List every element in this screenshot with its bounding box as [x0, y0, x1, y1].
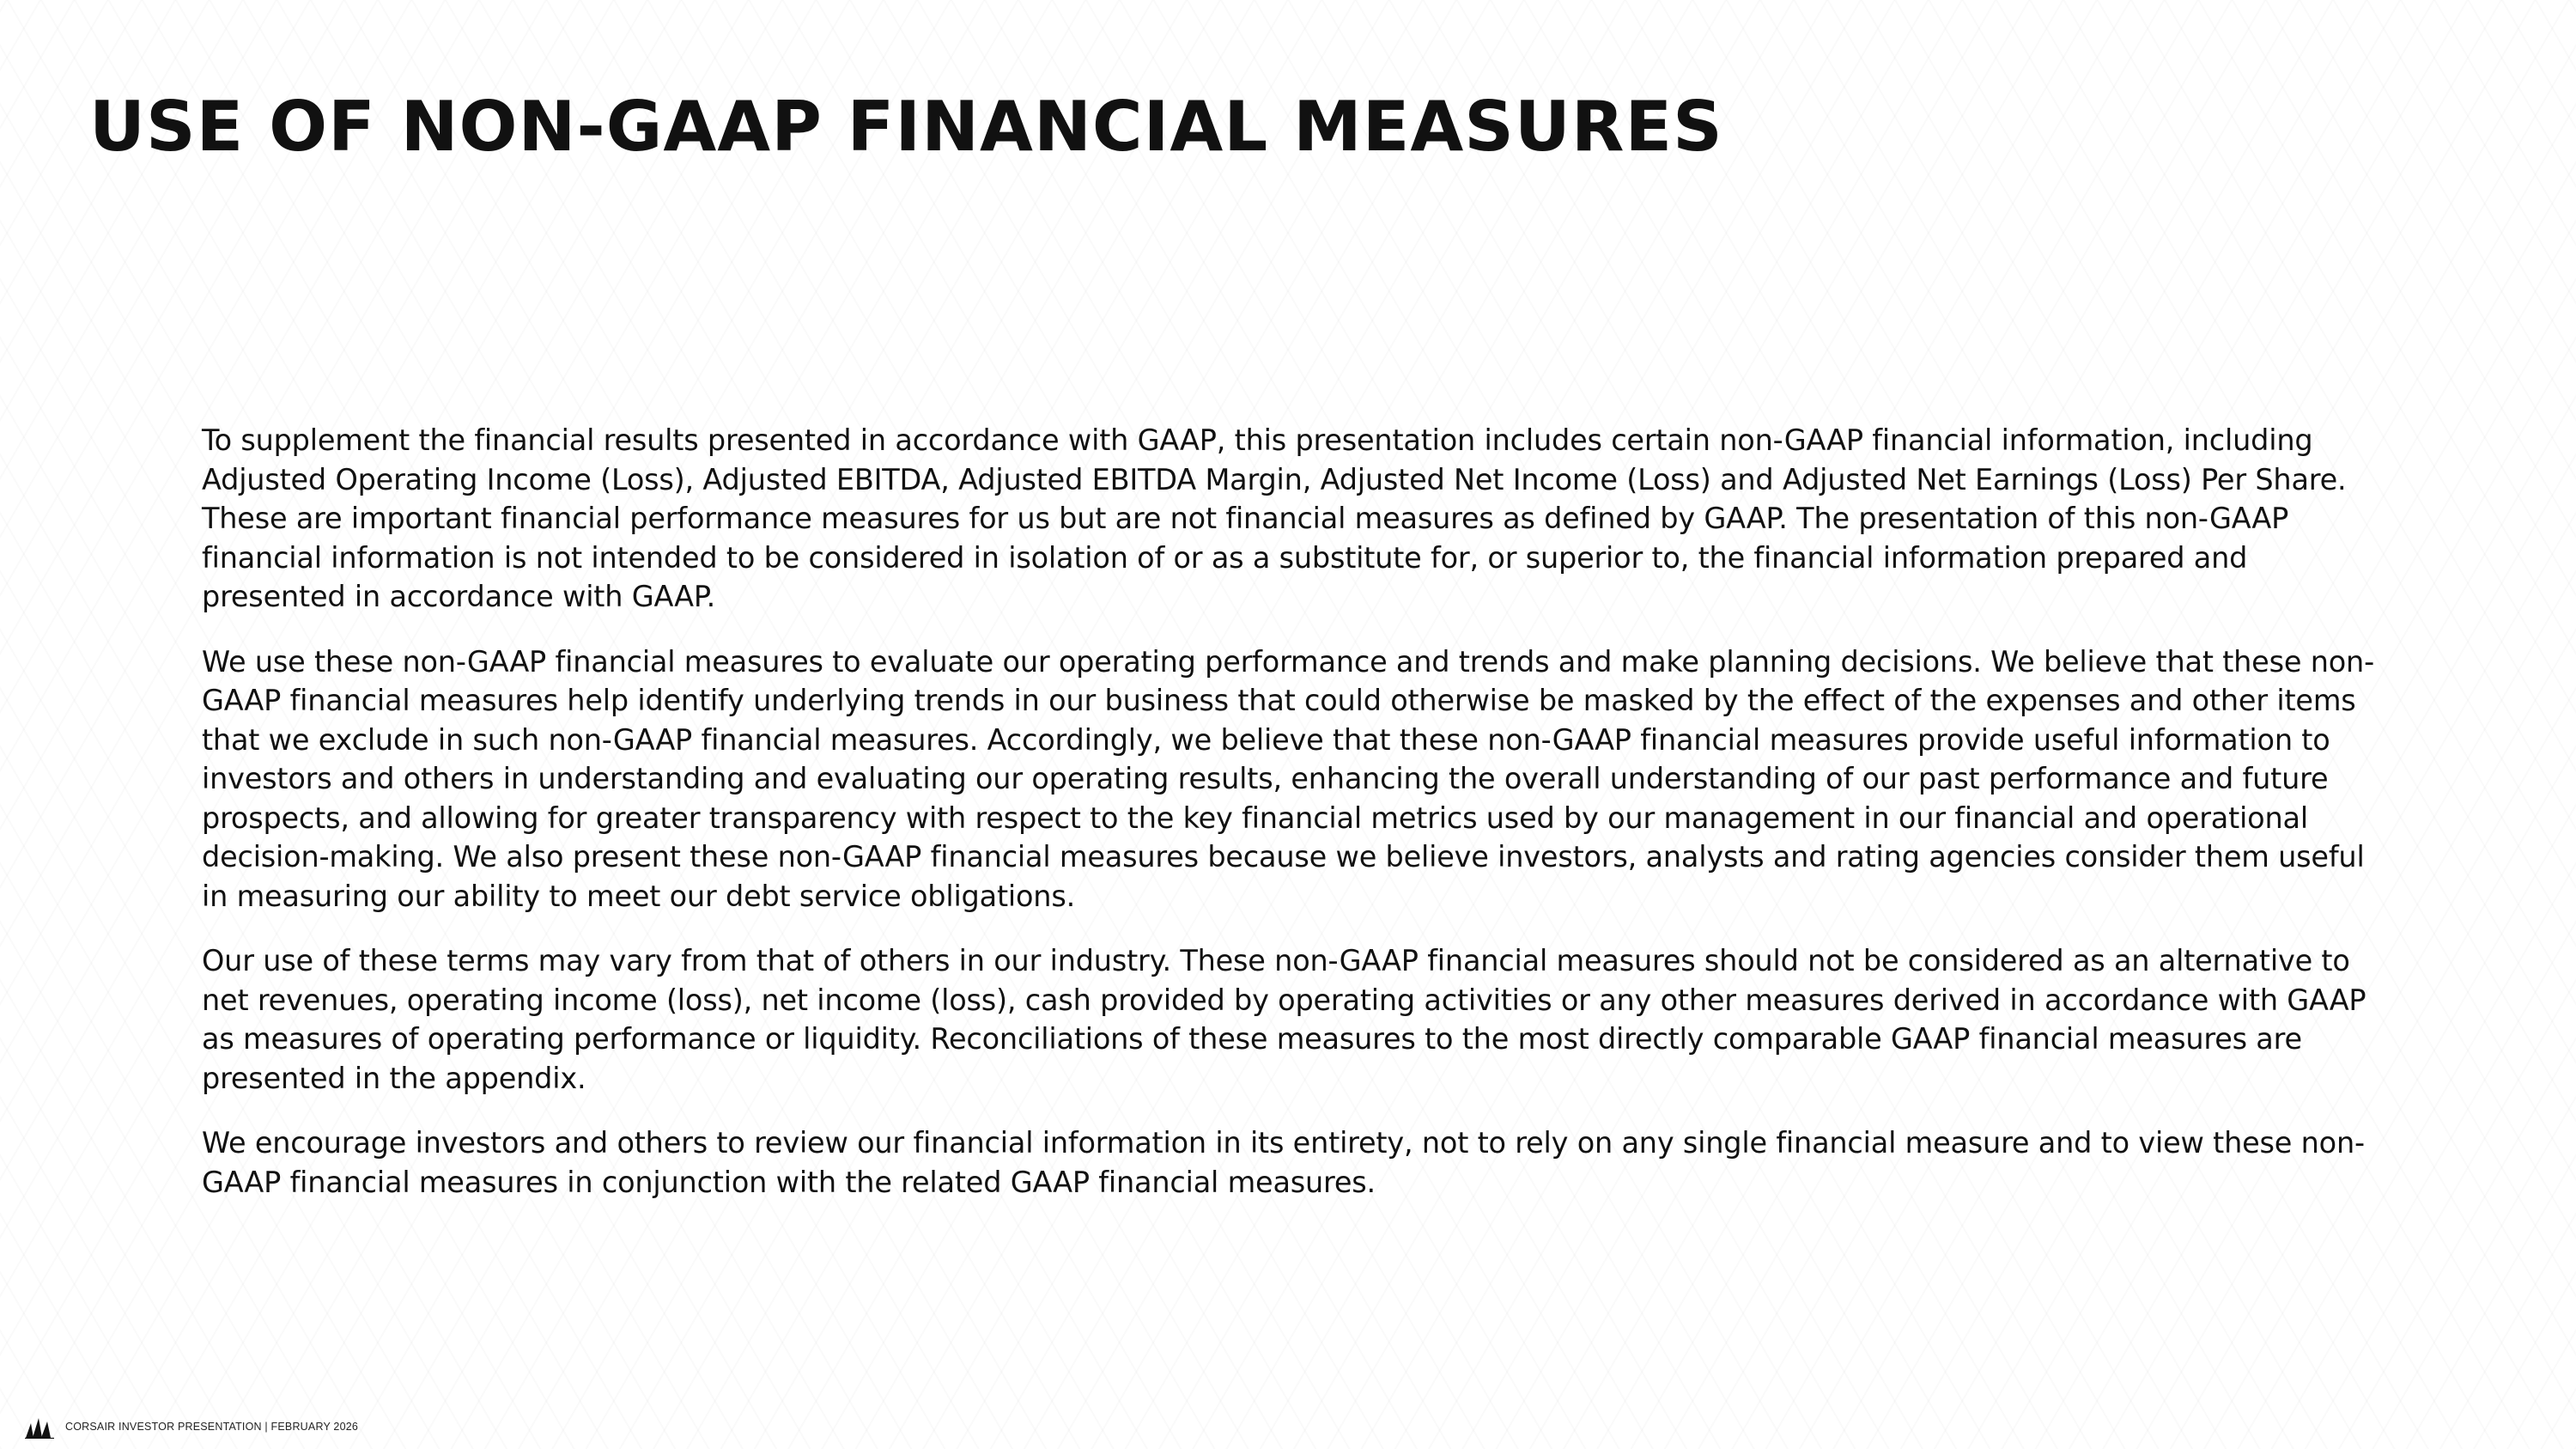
paragraph-encouragement: We encourage investors and others to review our financial information in its entirety, not to rely on any single financial measure and to view these non-GAAP financial measures in conjunction with the related GAAP financial measures. — [202, 1126, 2365, 1199]
slide-title: USE OF NON-GAAP FINANCIAL MEASURES — [89, 87, 1723, 167]
paragraph-limitations: Our use of these terms may vary from that of others in our industry. These non-GAAP financial measures should not be considered as an alternative to net revenues, operating income (loss), net income (loss), cash provided by operating activities or any other measures derived in accordance with GAAP as measures of operating performance or liquidity. Reconciliations of these measures to the most directly comparable GAAP financial measures are presented in the appendix. — [202, 944, 2366, 1095]
corsair-sails-logo-icon — [24, 1415, 55, 1439]
footer-text: CORSAIR INVESTOR PRESENTATION | FEBRUARY 2026 — [65, 1421, 359, 1433]
body-text — [202, 421, 2391, 1227]
paragraph-supplement: To supplement the financial results presented in accordance with GAAP, this presentation includes certain non-GAAP financial information, including Adjusted Operating Income (Loss), Adjusted EBITDA, Adjusted EBITDA Margin, Adjusted Net Income (Loss) and Adjusted Net Earnings (Loss) Per Share. These are important financial performance measures for us but are not financial measures as defined by GAAP. The presentation of this non-GAAP financial information is not intended to be considered in isolation of or as a substitute for, or superior to, the financial information prepared and presented in accordance with GAAP. — [202, 423, 2347, 613]
paragraph-usage: We use these non-GAAP financial measures to evaluate our operating performance and trends and make planning decisions. We believe that these non-GAAP financial measures help identify underlying trends in our business that could otherwise be masked by the effect of the expenses and other items that we exclude in such non-GAAP financial measures. Accordingly, we believe that these non-GAAP financial measures provide useful information to investors and others in understanding and evaluating our operating results, enhancing the overall understanding of our past performance and future prospects, and allowing for greater transparency with respect to the key financial metrics used by our management in our financial and operational decision-making. We also present these non-GAAP financial measures because we believe investors, analysts and rating agencies consider them useful in measuring our ability to meet our debt service obligations. — [202, 644, 2374, 913]
footer — [24, 1414, 358, 1440]
